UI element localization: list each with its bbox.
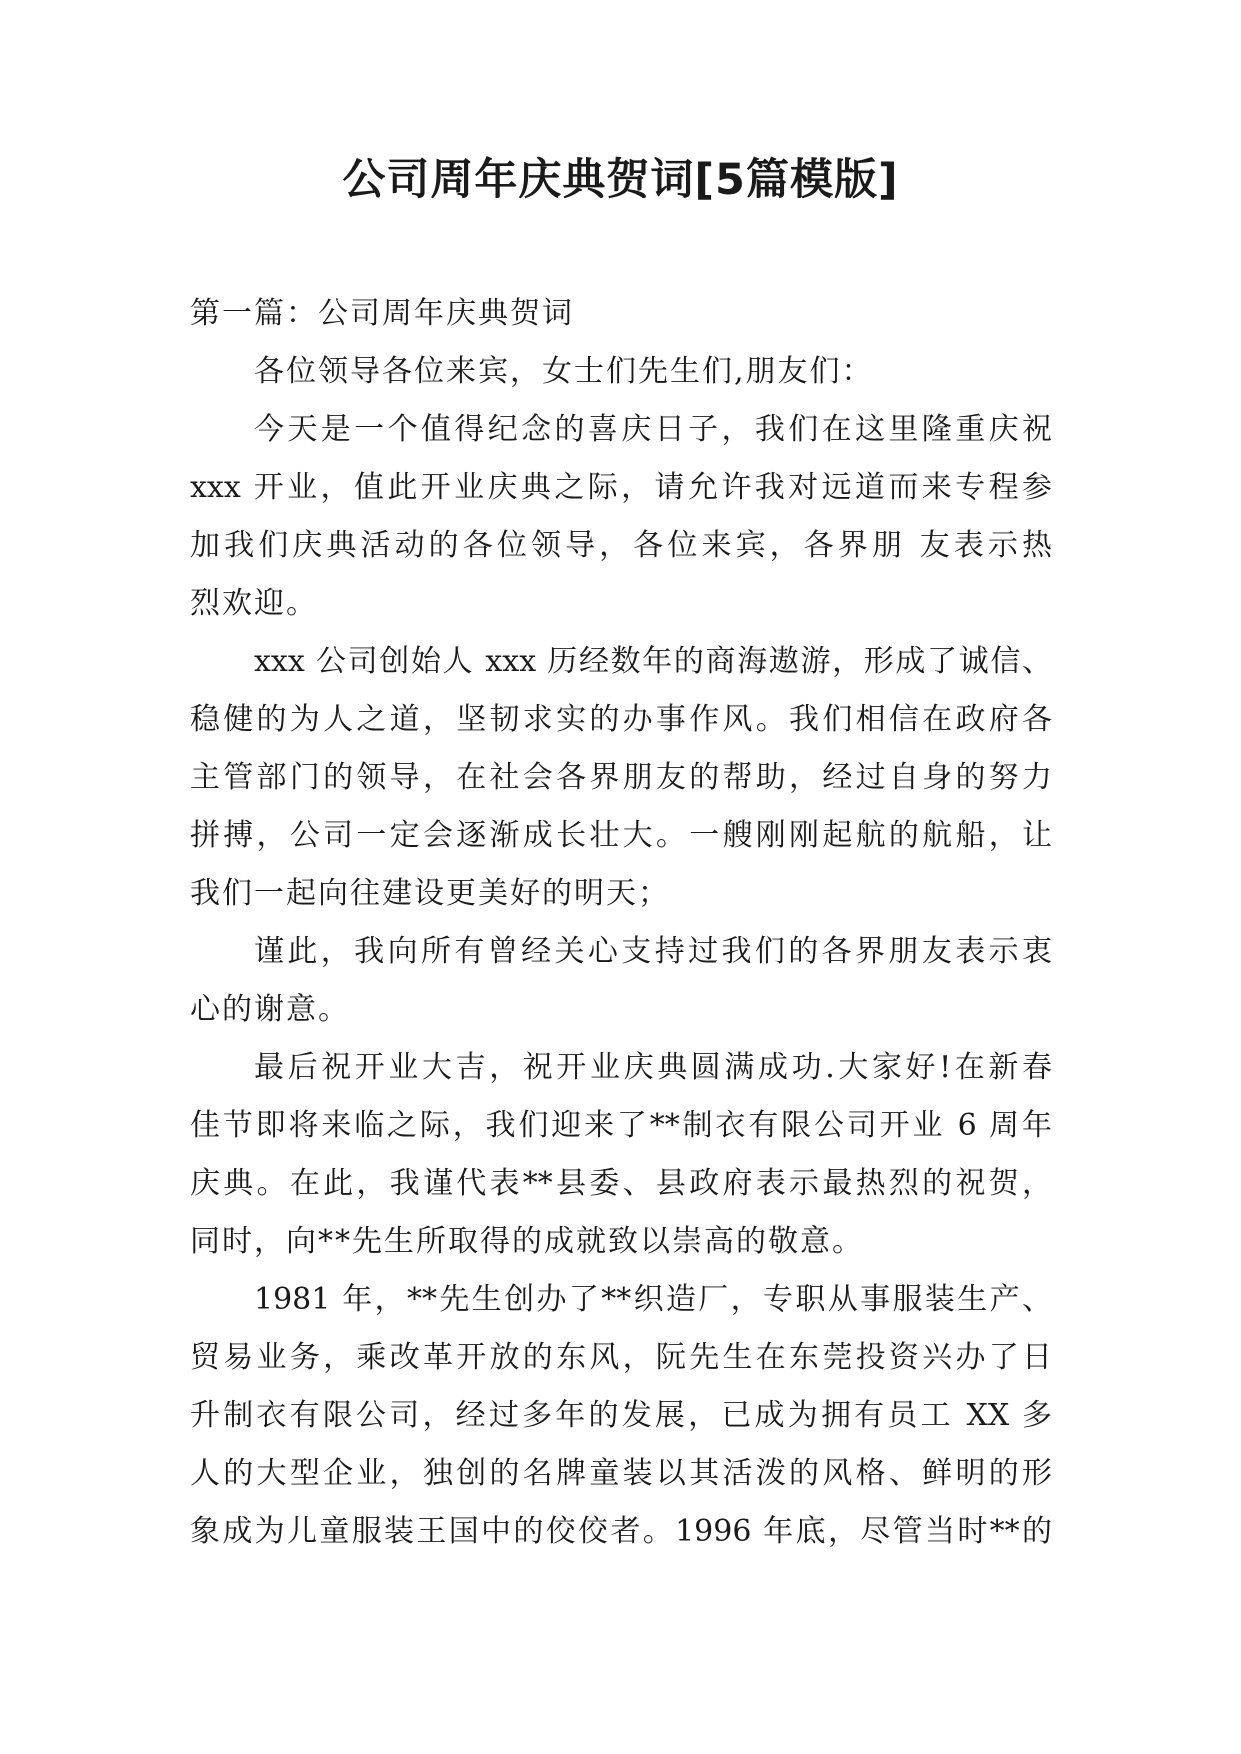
paragraph-line: 最后祝开业大吉，祝开业庆典圆满成功.大家好!在新春: [254, 1050, 1052, 1085]
paragraph-line: 心的谢意。: [190, 992, 350, 1027]
paragraph-line: 各位领导各位来宾，女士们先生们,朋友们：: [254, 354, 874, 389]
paragraph-line: 拼搏，公司一定会逐渐成长壮大。一艘刚刚起航的航船，让: [190, 818, 1052, 853]
paragraph-line: 加我们庆典活动的各位领导，各位来宾，各界朋 友表示热: [190, 528, 1052, 563]
paragraph-line: 同时，向**先生所取得的成就致以崇高的敬意。: [190, 1224, 864, 1259]
section-heading: 第一篇：公司周年庆典贺词: [190, 296, 574, 331]
paragraph-line: 人的大型企业，独创的名牌童装以其活泼的风格、鲜明的形: [190, 1456, 1052, 1491]
paragraph-history: [190, 1271, 1052, 1561]
paragraph-line: 稳健的为人之道，坚韧求实的办事作风。我们相信在政府各: [190, 702, 1052, 737]
paragraph-line: 谨此，我向所有曾经关心支持过我们的各界朋友表示衷: [254, 934, 1052, 969]
paragraph-line: 象成为儿童服装王国中的佼佼者。1996 年底，尽管当时**的: [190, 1514, 1052, 1549]
paragraph-closing: [190, 1039, 1052, 1271]
document-title: 公司周年庆典贺词[5篇模版]: [342, 155, 899, 205]
paragraph-line: xxx 开业，值此开业庆典之际，请允许我对远道而来专程参: [190, 470, 1052, 505]
paragraph-line: 庆典。在此，我谨代表**县委、县政府表示最热烈的祝贺，: [190, 1166, 1052, 1201]
paragraph-line: 佳节即将来临之际，我们迎来了**制衣有限公司开业 6 周年: [190, 1108, 1052, 1143]
paragraph-founder: [190, 633, 1052, 923]
paragraph-greeting: [190, 343, 1052, 401]
paragraph-line: xxx 公司创始人 xxx 历经数年的商海遨游，形成了诚信、: [254, 644, 1052, 679]
paragraph-line: 今天是一个值得纪念的喜庆日子，我们在这里隆重庆祝: [254, 412, 1052, 447]
paragraph-line: 主管部门的领导，在社会各界朋友的帮助，经过自身的努力: [190, 760, 1052, 795]
paragraph-line: 贸易业务，乘改革开放的东风，阮先生在东莞投资兴办了日: [190, 1340, 1052, 1375]
paragraph-line: 烈欢迎。: [190, 586, 318, 621]
paragraph-opening: [190, 401, 1052, 633]
paragraph-line: 我们一起向往建设更美好的明天；: [190, 876, 670, 911]
paragraph-thanks: [190, 923, 1052, 1039]
document-body: [190, 285, 1052, 1561]
paragraph-line: 1981 年，**先生创办了**织造厂，专职从事服装生产、: [254, 1282, 1052, 1317]
paragraph-line: 升制衣有限公司，经过多年的发展，已成为拥有员工 XX 多: [190, 1398, 1052, 1433]
